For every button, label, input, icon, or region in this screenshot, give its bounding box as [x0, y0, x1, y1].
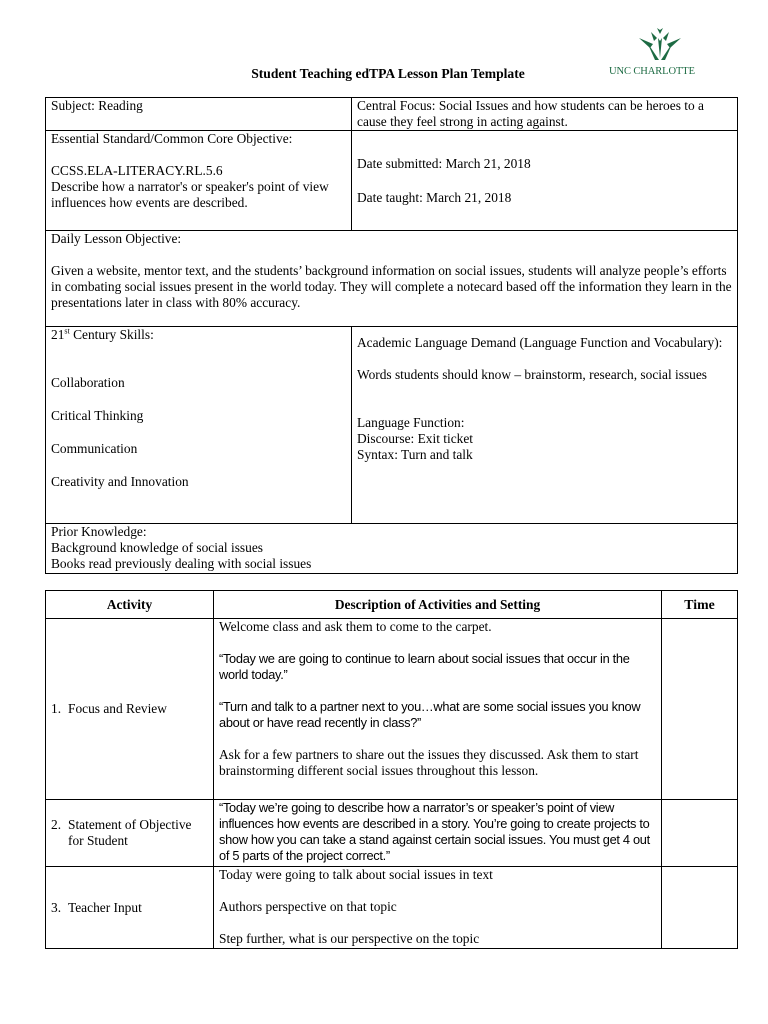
skill-item: Creativity and Innovation [51, 474, 189, 489]
prior-item: Books read previously dealing with social issues [51, 556, 312, 571]
central-focus-cell [352, 98, 738, 131]
logo-wordmark: UNC CHARLOTTE [609, 66, 695, 77]
table-row [46, 800, 738, 867]
activity-number: 2. [51, 817, 62, 832]
syntax: Syntax: Turn and talk [357, 447, 473, 462]
academic-words: Words students should know – brainstorm, research, social issues [357, 367, 707, 382]
description-line: Step further, what is our perspective on the topic [219, 931, 480, 946]
description-line: Ask for a few partners to share out the issues they discussed. Ask them to start brainstorming different social issues throughout this lesson. [219, 747, 639, 778]
skill-item: Communication [51, 441, 138, 456]
discourse: Discourse: Exit ticket [357, 431, 474, 446]
subject-text: Subject: Reading [51, 98, 143, 113]
objective-label: Daily Lesson Objective: [51, 231, 182, 246]
objective-cell [46, 231, 738, 327]
skill-item: Collaboration [51, 375, 125, 390]
plan-row-objective [46, 231, 738, 327]
language-function: Language Function: [357, 415, 465, 430]
description-line: Today were going to talk about social issues in text [219, 867, 493, 882]
activity-number: 1. [51, 701, 62, 716]
description-line: Authors perspective on that topic [219, 899, 397, 914]
prior-item: Background knowledge of social issues [51, 540, 263, 555]
activity-name-cell [46, 867, 214, 949]
plan-row-standard [46, 131, 738, 231]
page-title: Student Teaching edTPA Lesson Plan Template [251, 66, 525, 81]
skills-cell [46, 327, 352, 524]
dates-cell [352, 131, 738, 231]
time-cell [662, 800, 738, 867]
activity-header: Activity [46, 591, 214, 619]
objective-text: Given a website, mentor text, and the students’ background information on social issues, students will analyze people’s efforts in combating social issues present in the world today. They will complete a notecard based off the information they learn in the presentations later in class with 80% accuracy. [51, 263, 732, 310]
activity-name: Teacher Input [68, 899, 142, 915]
standard-cell [46, 131, 352, 231]
plan-row-subject [46, 98, 738, 131]
activities-header-row [46, 591, 738, 619]
time-cell [662, 867, 738, 949]
central-focus-text: Central Focus: Social Issues and how students can be heroes to a cause they feel strong in acting against. [357, 98, 704, 129]
activity-description-cell [214, 800, 662, 867]
description-line: “Turn and talk to a partner next to you…what are some social issues you know about or have read recently in class?” [219, 699, 641, 730]
skills-label: 21st Century Skills: [51, 326, 154, 342]
time-cell [662, 619, 738, 800]
time-header: Time [662, 591, 738, 619]
academic-language-cell [352, 327, 738, 524]
description-line: Welcome class and ask them to come to the carpet. [219, 619, 492, 634]
date-taught: Date taught: March 21, 2018 [357, 190, 512, 205]
description-line: “Today we are going to continue to learn about social issues that occur in the world today.” [219, 651, 630, 682]
table-row [46, 867, 738, 949]
activities-table [45, 590, 738, 949]
activity-name: Statement of Objective for Student [68, 817, 192, 848]
activity-name-cell [46, 619, 214, 800]
subject-cell [46, 98, 352, 131]
description-line: “Today we’re going to describe how a narrator’s or speaker’s point of view influences how events are described in a story. You’re going to create projects to show how you can take a stand against certain social issues. You must get 4 out of 5 parts of the project correct.” [219, 800, 650, 863]
standard-code: CCSS.ELA-LITERACY.RL.5.6 [51, 163, 223, 178]
activity-name-cell [46, 800, 214, 867]
activity-description-cell [214, 619, 662, 800]
academic-label: Academic Language Demand (Language Function and Vocabulary): [357, 335, 723, 350]
plan-row-skills [46, 327, 738, 524]
standard-label: Essential Standard/Common Core Objective: [51, 131, 293, 146]
activity-number: 3. [51, 899, 62, 915]
standard-text: Describe how a narrator's or speaker's point of view influences how events are described. [51, 179, 329, 210]
activity-name: Focus and Review [68, 701, 167, 716]
lesson-plan-table [45, 97, 738, 574]
crown-icon [635, 26, 685, 62]
skill-item: Critical Thinking [51, 408, 144, 423]
table-row [46, 619, 738, 800]
prior-knowledge-cell [46, 524, 738, 574]
activity-description-cell [214, 867, 662, 949]
prior-label: Prior Knowledge: [51, 524, 147, 539]
date-submitted: Date submitted: March 21, 2018 [357, 156, 531, 171]
description-header: Description of Activities and Setting [214, 591, 662, 619]
plan-row-prior [46, 524, 738, 574]
